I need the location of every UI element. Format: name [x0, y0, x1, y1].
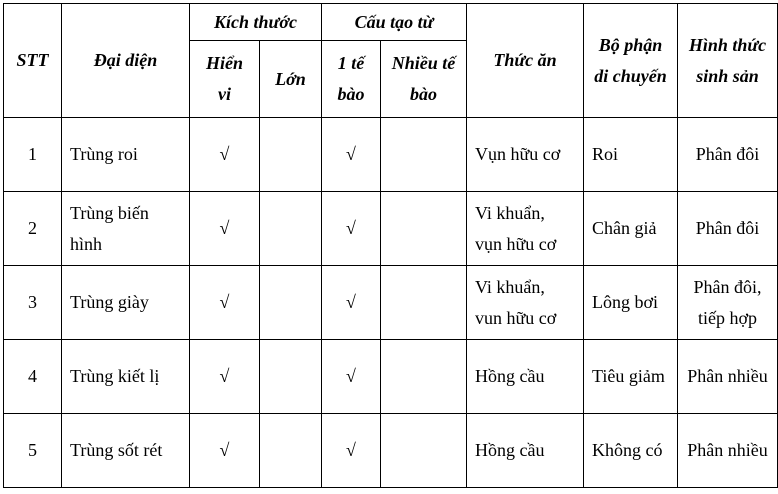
cell-mot-te-bao: √ — [322, 192, 381, 266]
header-hien-vi: Hiển vi — [190, 41, 260, 118]
cell-nhieu-te-bao — [381, 118, 467, 192]
cell-thuc-an: Hồng cầu — [467, 414, 584, 488]
cell-dai-dien: Trùng sốt rét — [62, 414, 190, 488]
table-row — [4, 192, 778, 266]
cell-dai-dien: Trùng kiết lị — [62, 340, 190, 414]
header-thuc-an: Thức ăn — [467, 4, 584, 118]
cell-sinh-san: Phân đôi — [678, 118, 778, 192]
table-row — [4, 118, 778, 192]
cell-nhieu-te-bao — [381, 266, 467, 340]
cell-mot-te-bao: √ — [322, 266, 381, 340]
cell-dai-dien: Trùng biến hình — [62, 192, 190, 266]
cell-lon — [260, 266, 322, 340]
cell-hien-vi: √ — [190, 414, 260, 488]
cell-stt: 3 — [4, 266, 62, 340]
cell-lon — [260, 118, 322, 192]
cell-sinh-san: Phân nhiều — [678, 340, 778, 414]
header-kich-thuoc: Kích thước — [190, 4, 322, 41]
cell-stt: 5 — [4, 414, 62, 488]
cell-sinh-san: Phân đôi — [678, 192, 778, 266]
cell-nhieu-te-bao — [381, 192, 467, 266]
header-nhieu-te-bao: Nhiều tế bào — [381, 41, 467, 118]
cell-hien-vi: √ — [190, 266, 260, 340]
cell-mot-te-bao: √ — [322, 414, 381, 488]
table-row — [4, 414, 778, 488]
header-bo-phan-di-chuyen: Bộ phận di chuyến — [584, 4, 678, 118]
cell-lon — [260, 192, 322, 266]
cell-lon — [260, 340, 322, 414]
cell-hien-vi: √ — [190, 340, 260, 414]
header-mot-te-bao: 1 tế bào — [322, 41, 381, 118]
cell-mot-te-bao: √ — [322, 118, 381, 192]
cell-di-chuyen: Chân giả — [584, 192, 678, 266]
cell-lon — [260, 414, 322, 488]
cell-nhieu-te-bao — [381, 340, 467, 414]
table-row — [4, 266, 778, 340]
cell-thuc-an: Hồng cầu — [467, 340, 584, 414]
header-lon: Lớn — [260, 41, 322, 118]
header-stt: STT — [4, 4, 62, 118]
cell-dai-dien: Trùng giày — [62, 266, 190, 340]
cell-di-chuyen: Roi — [584, 118, 678, 192]
cell-nhieu-te-bao — [381, 414, 467, 488]
cell-hien-vi: √ — [190, 192, 260, 266]
header-cau-tao-tu: Cấu tạo từ — [322, 4, 467, 41]
cell-stt: 2 — [4, 192, 62, 266]
cell-thuc-an: Vi khuẩn, vun hữu cơ — [467, 266, 584, 340]
cell-thuc-an: Vụn hữu cơ — [467, 118, 584, 192]
cell-di-chuyen: Lông bơi — [584, 266, 678, 340]
cell-thuc-an: Vi khuẩn, vụn hữu cơ — [467, 192, 584, 266]
cell-hien-vi: √ — [190, 118, 260, 192]
cell-stt: 1 — [4, 118, 62, 192]
header-hinh-thuc-sinh-san: Hình thức sinh sản — [678, 4, 778, 118]
cell-di-chuyen: Không có — [584, 414, 678, 488]
table-row — [4, 340, 778, 414]
cell-sinh-san: Phân nhiều — [678, 414, 778, 488]
cell-mot-te-bao: √ — [322, 340, 381, 414]
cell-stt: 4 — [4, 340, 62, 414]
cell-di-chuyen: Tiêu giảm — [584, 340, 678, 414]
protozoa-table — [3, 3, 778, 488]
cell-sinh-san: Phân đôi, tiếp hợp — [678, 266, 778, 340]
header-dai-dien: Đại diện — [62, 4, 190, 118]
cell-dai-dien: Trùng roi — [62, 118, 190, 192]
